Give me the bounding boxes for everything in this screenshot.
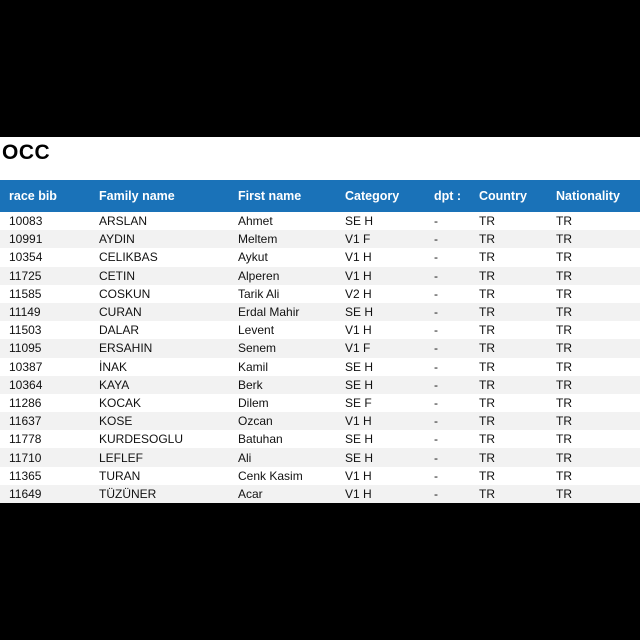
cell-country: TR — [479, 305, 495, 320]
cell-category: V1 H — [345, 268, 372, 283]
cell-race-bib: 11149 — [9, 305, 41, 320]
column-header-category[interactable]: Category — [345, 189, 400, 203]
table-header — [0, 180, 640, 212]
cell-country: TR — [479, 341, 495, 356]
cell-family-name: COSKUN — [99, 286, 151, 301]
cell-dpt: - — [434, 432, 438, 447]
column-header-family-name[interactable]: Family name — [99, 189, 175, 203]
cell-race-bib: 10354 — [9, 250, 43, 265]
cell-nationality: TR — [556, 250, 572, 265]
cell-family-name: CELIKBAS — [99, 250, 158, 265]
cell-race-bib: 10364 — [9, 377, 43, 392]
cell-first-name: Ahmet — [238, 214, 273, 229]
cell-country: TR — [479, 323, 495, 338]
cell-first-name: Tarik Ali — [238, 286, 280, 301]
cell-dpt: - — [434, 414, 438, 429]
cell-nationality: TR — [556, 468, 572, 483]
cell-first-name: Erdal Mahir — [238, 305, 300, 320]
cell-category: V1 F — [345, 341, 371, 356]
cell-dpt: - — [434, 250, 438, 265]
cell-first-name: Alperen — [238, 268, 280, 283]
cell-race-bib: 10083 — [9, 214, 43, 229]
cell-dpt: - — [434, 359, 438, 374]
cell-first-name: Ozcan — [238, 414, 273, 429]
page-title: OCC — [2, 141, 51, 164]
cell-first-name: Kamil — [238, 359, 269, 374]
cell-country: TR — [479, 232, 495, 247]
cell-nationality: TR — [556, 359, 572, 374]
cell-first-name: Berk — [238, 377, 263, 392]
cell-nationality: TR — [556, 395, 572, 410]
cell-first-name: Dilem — [238, 395, 269, 410]
cell-nationality: TR — [556, 414, 572, 429]
cell-nationality: TR — [556, 377, 572, 392]
cell-race-bib: 11286 — [9, 395, 42, 410]
cell-category: V2 H — [345, 286, 372, 301]
cell-race-bib: 10387 — [9, 359, 43, 374]
cell-family-name: KOSE — [99, 414, 133, 429]
cell-family-name: CETIN — [99, 268, 135, 283]
cell-dpt: - — [434, 395, 438, 410]
cell-family-name: AYDIN — [99, 232, 135, 247]
cell-category: SE H — [345, 305, 374, 320]
cell-nationality: TR — [556, 214, 572, 229]
cell-category: SE F — [345, 395, 372, 410]
results-panel — [0, 137, 640, 503]
cell-race-bib: 11778 — [9, 432, 42, 447]
cell-first-name: Senem — [238, 341, 277, 356]
table-row — [0, 285, 640, 303]
cell-first-name: Acar — [238, 486, 263, 501]
cell-country: TR — [479, 432, 495, 447]
cell-family-name: İNAK — [99, 359, 128, 374]
cell-category: SE H — [345, 450, 374, 465]
table-row — [0, 394, 640, 412]
cell-country: TR — [479, 414, 495, 429]
table-row — [0, 412, 640, 430]
cell-country: TR — [479, 214, 495, 229]
cell-first-name: Meltem — [238, 232, 278, 247]
table-row — [0, 339, 640, 357]
cell-dpt: - — [434, 377, 438, 392]
cell-family-name: KAYA — [99, 377, 130, 392]
table-row — [0, 358, 640, 376]
cell-race-bib: 10991 — [9, 232, 43, 247]
column-header-dpt[interactable]: dpt : — [434, 189, 462, 203]
table-row — [0, 376, 640, 394]
cell-nationality: TR — [556, 268, 572, 283]
cell-dpt: - — [434, 214, 438, 229]
cell-first-name: Cenk Kasim — [238, 468, 303, 483]
cell-family-name: KURDESOGLU — [99, 432, 184, 447]
cell-first-name: Aykut — [238, 250, 268, 265]
cell-country: TR — [479, 359, 495, 374]
column-header-nationality[interactable]: Nationality — [556, 189, 620, 203]
cell-category: V1 H — [345, 250, 372, 265]
cell-dpt: - — [434, 305, 438, 320]
cell-category: V1 H — [345, 486, 372, 501]
cell-family-name: CURAN — [99, 305, 142, 320]
cell-country: TR — [479, 395, 495, 410]
table-row — [0, 321, 640, 339]
table-row — [0, 430, 640, 448]
cell-first-name: Ali — [238, 450, 252, 465]
cell-family-name: DALAR — [99, 323, 140, 338]
table-row — [0, 448, 640, 466]
cell-nationality: TR — [556, 450, 572, 465]
table-row — [0, 267, 640, 285]
table-row — [0, 467, 640, 485]
cell-country: TR — [479, 377, 495, 392]
cell-category: V1 H — [345, 468, 372, 483]
cell-first-name: Batuhan — [238, 432, 283, 447]
cell-category: V1 F — [345, 232, 371, 247]
cell-first-name: Levent — [238, 323, 275, 338]
cell-nationality: TR — [556, 232, 572, 247]
cell-country: TR — [479, 450, 495, 465]
cell-family-name: ERSAHIN — [99, 341, 153, 356]
cell-race-bib: 11585 — [9, 286, 42, 301]
cell-nationality: TR — [556, 486, 572, 501]
cell-dpt: - — [434, 450, 438, 465]
cell-race-bib: 11365 — [9, 468, 42, 483]
column-header-country[interactable]: Country — [479, 189, 527, 203]
cell-race-bib: 11637 — [9, 414, 42, 429]
cell-country: TR — [479, 250, 495, 265]
table-row — [0, 230, 640, 248]
cell-dpt: - — [434, 232, 438, 247]
cell-nationality: TR — [556, 305, 572, 320]
participants-table — [0, 180, 640, 503]
cell-family-name: ARSLAN — [99, 214, 148, 229]
cell-category: SE H — [345, 377, 374, 392]
cell-category: SE H — [345, 214, 374, 229]
cell-nationality: TR — [556, 432, 572, 447]
cell-race-bib: 11095 — [9, 341, 42, 356]
table-row — [0, 485, 640, 503]
cell-race-bib: 11649 — [9, 486, 42, 501]
cell-family-name: LEFLEF — [99, 450, 144, 465]
table-row — [0, 212, 640, 230]
cell-race-bib: 11725 — [9, 268, 42, 283]
table-row — [0, 248, 640, 266]
cell-family-name: TURAN — [99, 468, 141, 483]
cell-dpt: - — [434, 468, 438, 483]
column-header-first-name[interactable]: First name — [238, 189, 302, 203]
cell-category: V1 H — [345, 323, 372, 338]
cell-category: SE H — [345, 432, 374, 447]
cell-country: TR — [479, 468, 495, 483]
cell-dpt: - — [434, 268, 438, 283]
cell-race-bib: 11710 — [9, 450, 42, 465]
cell-dpt: - — [434, 323, 438, 338]
header-row — [0, 180, 640, 212]
cell-category: SE H — [345, 359, 374, 374]
cell-country: TR — [479, 486, 495, 501]
cell-race-bib: 11503 — [9, 323, 42, 338]
table-row — [0, 303, 640, 321]
cell-family-name: TÜZÜNER — [99, 486, 157, 501]
cell-dpt: - — [434, 341, 438, 356]
cell-dpt: - — [434, 486, 438, 501]
column-header-race-bib[interactable]: race bib — [9, 189, 57, 203]
cell-country: TR — [479, 286, 495, 301]
table-body — [0, 212, 640, 503]
cell-nationality: TR — [556, 341, 572, 356]
cell-category: V1 H — [345, 414, 372, 429]
cell-nationality: TR — [556, 286, 572, 301]
cell-family-name: KOCAK — [99, 395, 142, 410]
cell-dpt: - — [434, 286, 438, 301]
cell-country: TR — [479, 268, 495, 283]
cell-nationality: TR — [556, 323, 572, 338]
